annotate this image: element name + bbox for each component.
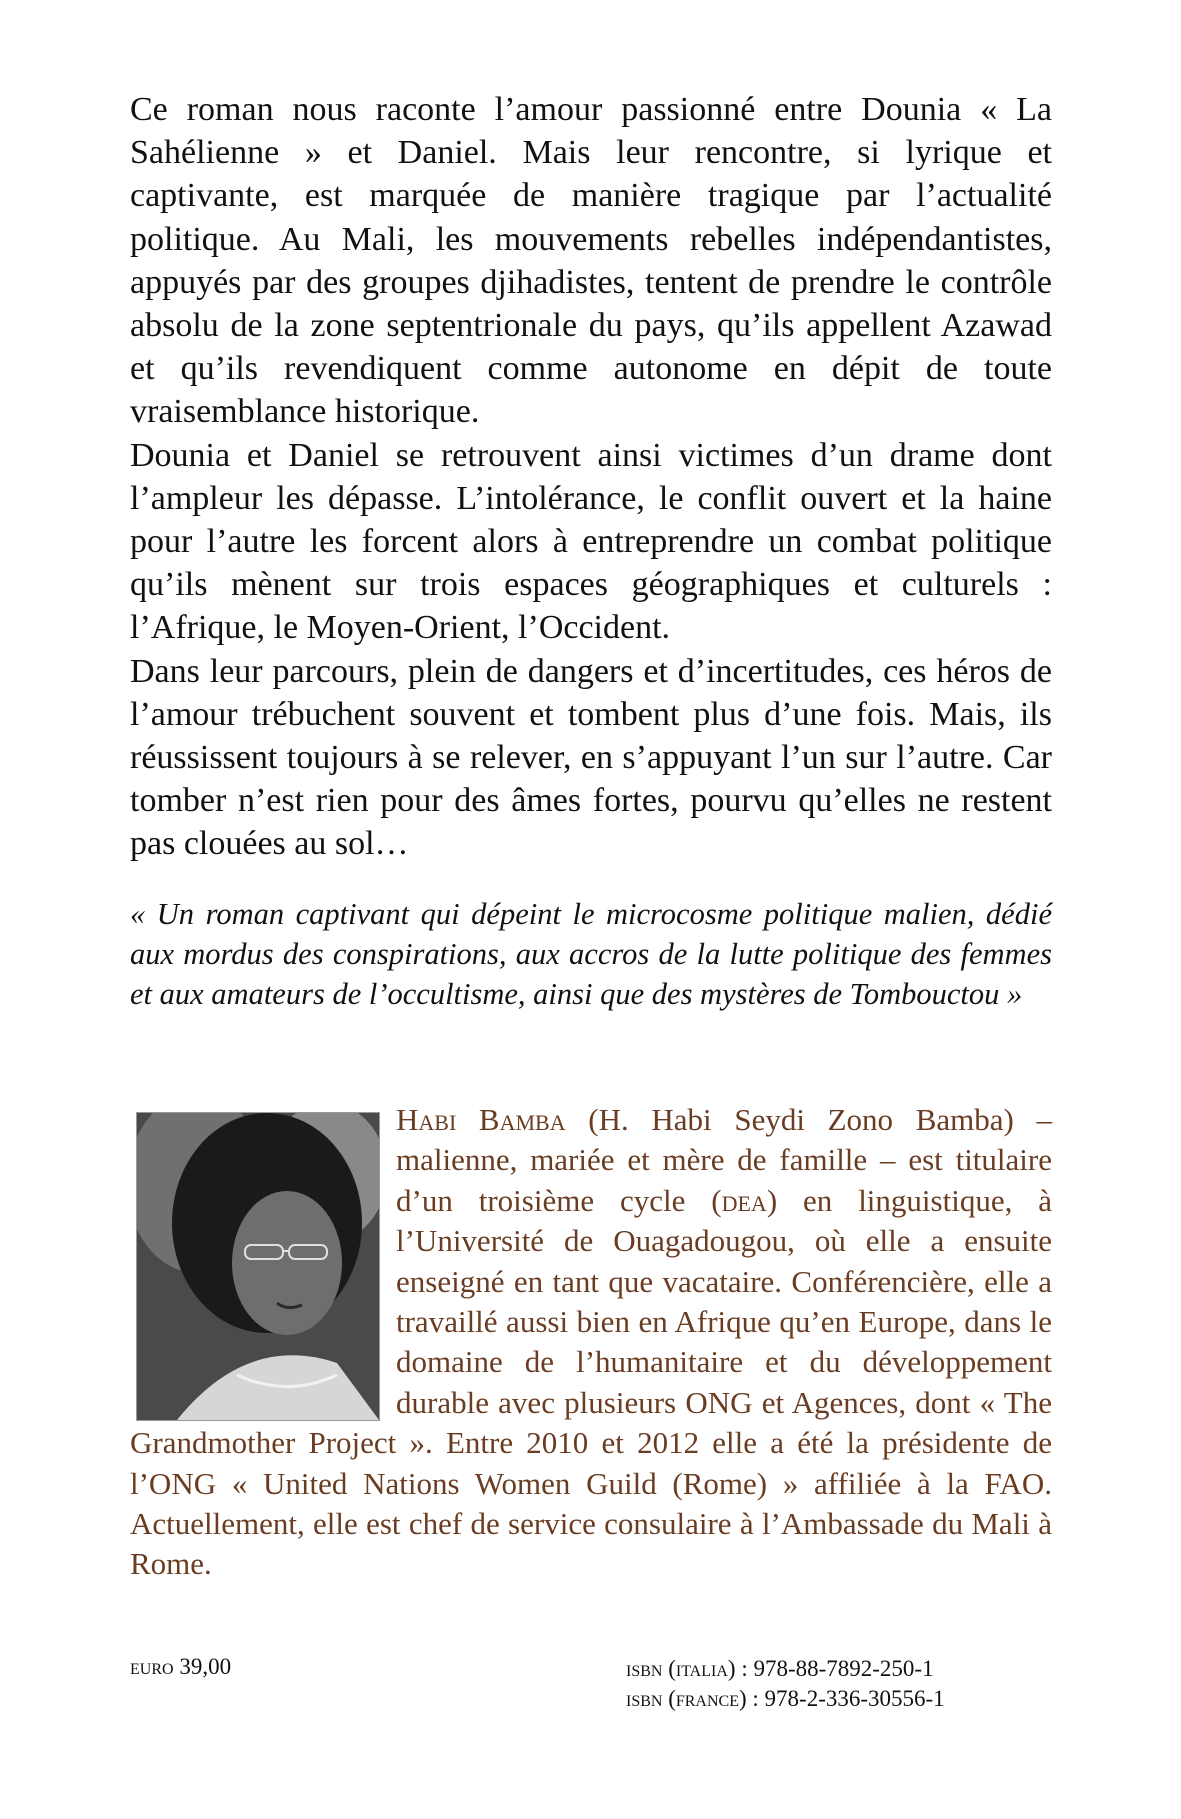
price-value: 39,00 — [173, 1654, 232, 1679]
bio-text-a: (H. Habi Seydi Zono Bamba) – malienne, mariée et mère de famille – est titulaire d’un troisième cycle ( — [396, 1102, 1052, 1218]
synopsis-paragraph-3: Dans leur parcours, plein de dangers et d’incertitudes, ces héros de l’amour trébuchent souvent et tombent plus d’une fois. Mais, ils réussissent toujours à se relever, en s’appuyant l’un sur l’autre. Car tomber n’est rien pour des âmes fortes, pourvu qu’elles ne restent pas clouées au sol… — [130, 652, 1052, 863]
price-currency: euro — [130, 1654, 174, 1679]
isbn-italia — [626, 1654, 945, 1684]
author-bio — [130, 1100, 1052, 1585]
isbn-italia-number: : 978-88-7892-250-1 — [735, 1656, 934, 1681]
bio-dea: dea — [721, 1182, 767, 1218]
bio-text-b: ) en linguistique, à l’Université de Ouagadougou, où elle a ensuite enseigné en tant que vacataire. Conférencière, elle a travaillé aussi bien en Afrique qu’en Europe, dans le domaine de l’humanitaire et du développement durable avec plusieurs ONG et Agences, dont « The Grandmother Project ». Entre 2010 et 2012 elle a été la présidente de l’ONG « United Nations Women Guild (Rome) » affiliée à la FAO. Actuellement, elle est chef de service consulaire à l’Ambassade du Mali à Rome. — [130, 1182, 1052, 1582]
synopsis-paragraph-2: Dounia et Daniel se retrouvent ainsi victimes d’un drame dont l’ampleur les dépasse. L’intolérance, le conflit ouvert et la haine pour l’autre les forcent alors à entreprendre un combat politique qu’ils mènent sur trois espaces géographiques et culturels : l’Afrique, le Moyen-Orient, l’Occident. — [130, 436, 1052, 647]
synopsis-paragraph-1: Ce roman nous raconte l’amour passionné entre Dounia « La Sahélienne » et Daniel. Mais leur rencontre, si lyrique et captivante, est marquée de manière tragique par l’actualité politique. Au Mali, les mouvements rebelles indépendantistes, appuyés par des groupes djihadistes, tentent de prendre le contrôle absolu de la zone septentrionale du pays, qu’ils appellent Azawad et qu’ils revendiquent comme autonome en dépit de toute vraisemblance historique. — [130, 91, 1052, 431]
synopsis — [130, 88, 1052, 866]
isbn-france-prefix: isbn (france) — [626, 1686, 747, 1711]
isbn-france-number: : 978-2-336-30556-1 — [746, 1686, 945, 1711]
author-name: Habi Bamba — [396, 1102, 566, 1137]
isbn-france — [626, 1684, 945, 1714]
isbn-block — [626, 1654, 945, 1714]
isbn-italia-prefix: isbn (italia) — [626, 1656, 736, 1681]
price — [130, 1654, 231, 1680]
review-quote: « Un roman captivant qui dépeint le microcosme politique malien, dédié aux mordus des conspirations, aux accros de la lutte politique des femmes et aux amateurs de l’occultisme, ainsi que des mystères de Tombouctou » — [130, 897, 1052, 1011]
portrait-spacer — [130, 1100, 396, 1423]
